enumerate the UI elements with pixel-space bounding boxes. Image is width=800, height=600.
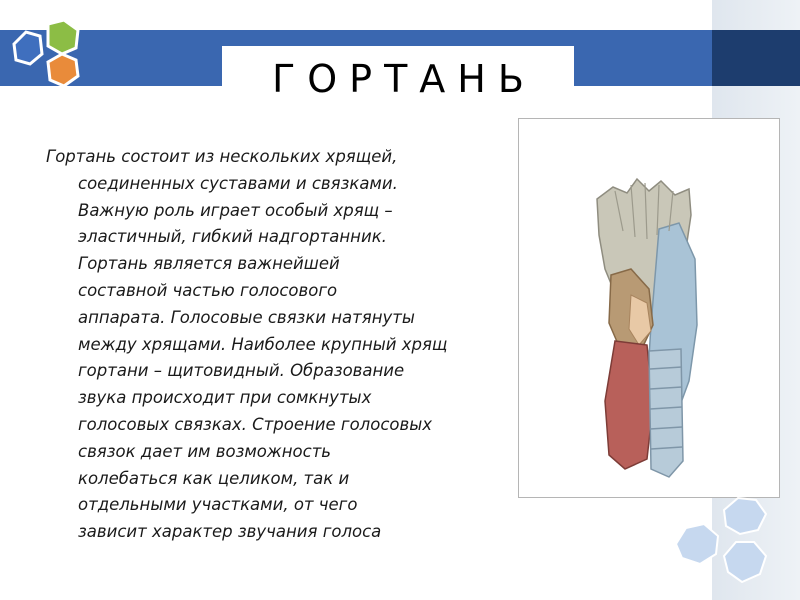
body-line: гортани – щитовидный. Образование <box>78 361 405 381</box>
body-line: составной частью голосового <box>78 280 338 300</box>
body-line: зависит характер звучания голоса <box>78 522 382 542</box>
body-line: соединенных суставами и связками. <box>78 173 398 193</box>
body-line: связок дает им возможность <box>78 441 332 461</box>
hexagon-light-blue <box>724 542 766 582</box>
body-line: отдельными участками, от чего <box>78 495 358 515</box>
hexagon-light-blue <box>724 498 766 534</box>
lower-tube-red <box>605 341 653 469</box>
hexagon-blue <box>14 32 42 64</box>
body-line: голосовых связках. Строение голосовых <box>78 414 433 434</box>
body-line: Гортань является важнейшей <box>78 254 340 274</box>
body-line: между хрящами. Наиболее крупный хрящ <box>78 334 448 354</box>
hexagon-orange <box>48 54 78 86</box>
title-box <box>222 46 574 112</box>
slide-body-text <box>46 144 520 546</box>
header-band-dark <box>712 30 800 86</box>
body-line: Гортань состоит из нескольких хрящей, <box>46 147 398 166</box>
body-line: колебаться как целиком, так и <box>78 468 350 488</box>
hexagon-cluster-icon <box>672 494 792 594</box>
body-line: эластичный, гибкий надгортанник. <box>78 227 387 247</box>
hexagon-light-blue <box>676 524 718 564</box>
hexagon-cluster-icon <box>8 14 92 98</box>
body-line: Важную роль играет особый хрящ – <box>78 200 393 220</box>
larynx-figure <box>518 118 780 498</box>
hexagon-green <box>48 20 78 54</box>
larynx-illustration <box>519 119 779 497</box>
body-line: звука происходит при сомкнутых <box>78 388 372 408</box>
body-line: аппарата. Голосовые связки натянуты <box>78 307 415 327</box>
slide-title: ГОРТАНЬ <box>272 57 536 101</box>
